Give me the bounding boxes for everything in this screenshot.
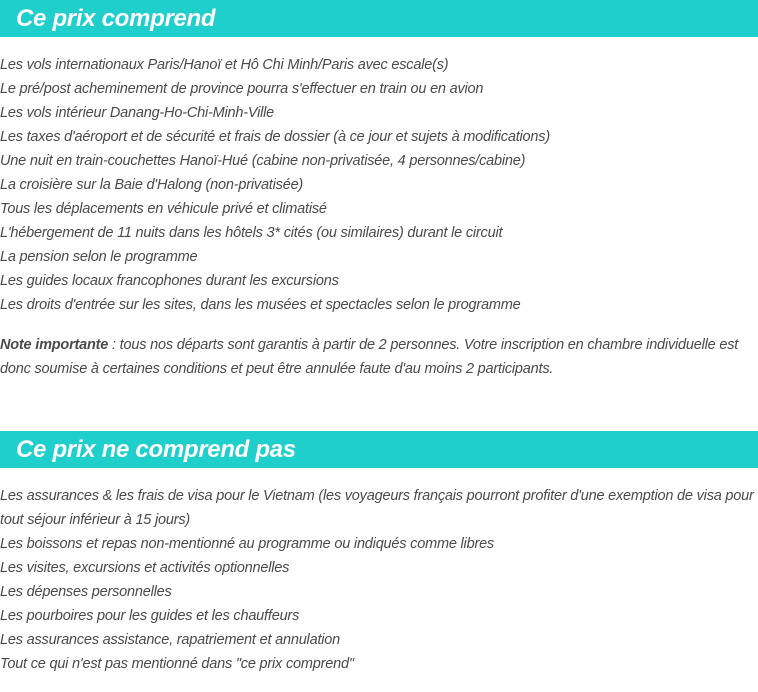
list-item: Les droits d'entrée sur les sites, dans les musées et spectacles selon le programme [0,297,521,313]
excluded-list [0,484,758,676]
included-list [0,53,758,317]
list-item: Les assurances & les frais de visa pour le Vietnam (les voyageurs français pourront profiter d'une exemption de visa pour tout séjour inférieur à 15 jours) [0,488,754,528]
section-title-excluded: Ce prix ne comprend pas [16,435,296,463]
list-item: Les guides locaux francophones durant les excursions [0,273,339,289]
list-item: Les assurances assistance, rapatriement et annulation [0,632,341,648]
list-item: L'hébergement de 11 nuits dans les hôtels 3* cités (ou similaires) durant le circuit [0,225,503,241]
section-header-excluded [0,431,758,468]
list-item: Les visites, excursions et activités optionnelles [0,560,290,576]
list-item: Tout ce qui n'est pas mentionné dans "ce prix comprend" [0,656,354,672]
important-note [0,333,758,381]
list-item: Les pourboires pour les guides et les chauffeurs [0,608,300,624]
list-item: Tous les déplacements en véhicule privé et climatisé [0,201,327,217]
section-title-included: Ce prix comprend [16,4,216,32]
list-item: Les dépenses personnelles [0,584,172,600]
list-item: Les vols internationaux Paris/Hanoï et Hô Chi Minh/Paris avec escale(s) [0,57,449,73]
note-label: Note importante [0,337,109,353]
list-item: La pension selon le programme [0,249,198,265]
section-header-included [0,0,758,37]
list-item: Le pré/post acheminement de province pourra s'effectuer en train ou en avion [0,81,484,97]
note-text: : tous nos départs sont garantis à partir de 2 personnes. Votre inscription en chambre individuelle est donc soumise à certaines conditions et peut être annulée faute d'au moins 2 participants. [0,337,739,377]
list-item: Les boissons et repas non-mentionné au programme ou indiqués comme libres [0,536,494,552]
list-item: La croisière sur la Baie d'Halong (non-privatisée) [0,177,304,193]
list-item: Les taxes d'aéroport et de sécurité et frais de dossier (à ce jour et sujets à modifications) [0,129,550,145]
section-excluded [0,431,758,676]
list-item: Les vols intérieur Danang-Ho-Chi-Minh-Ville [0,105,275,121]
list-item: Une nuit en train-couchettes Hanoï-Hué (cabine non-privatisée, 4 personnes/cabine) [0,153,526,169]
